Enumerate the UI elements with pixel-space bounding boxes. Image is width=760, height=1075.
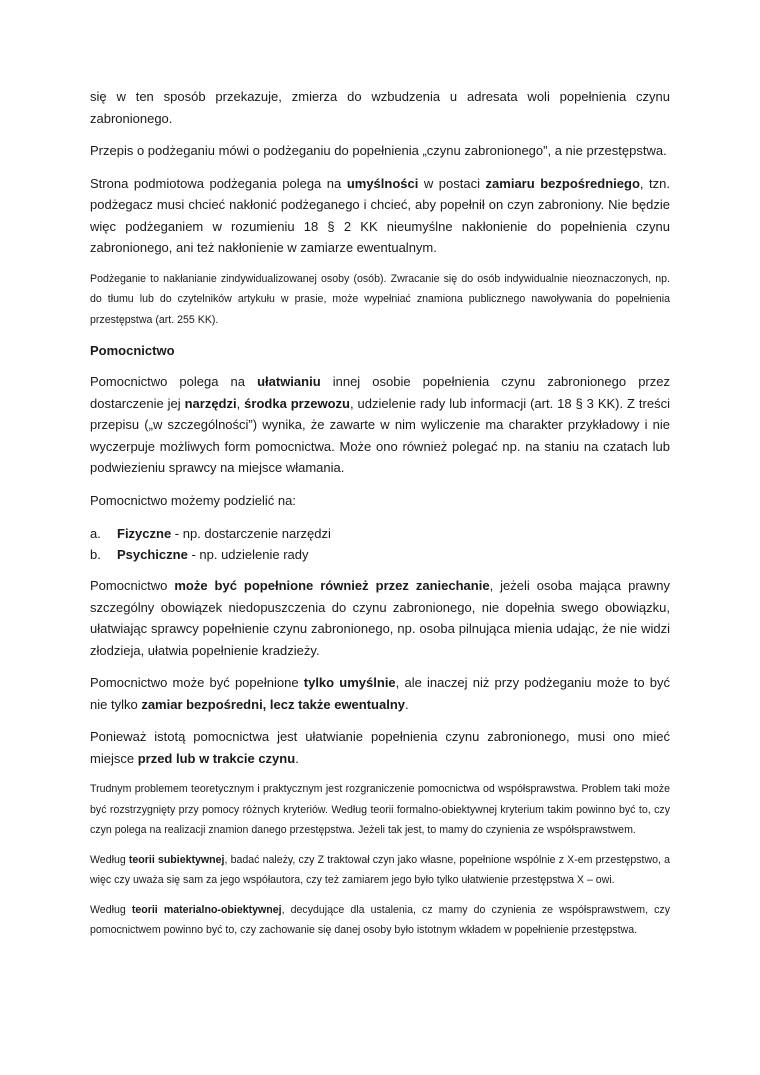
pomocnictwo-types-list [90, 523, 670, 565]
list-item: a. Fizyczne - np. dostarczenie narzędzi [90, 526, 331, 541]
note-teoria-materialno-obiektywna: Według teorii materialno-obiektywnej, decydujące dla ustalenia, cz mamy do czynienia ze współsprawstwem, czy pomocnictwem powinno być to, czy zachowanie się danej osoby było istotnym wkładem w popełnienie przestępstwa. [90, 903, 671, 936]
paragraph-pomocnictwo-definition: Pomocnictwo polega na ułatwianiu innej osobie popełnienia czynu zabronionego przez dostarczenie jej narzędzi, środka przewozu, udzielenie rady lub informacji (art. 18 § 3 KK). Z treści przepisu („w szczególności”) wynika, że zawarte w nim wyliczenie ma charakter przykładowy i nie wyczerpuje możliwych form pomocnictwa. Może ono również polegać np. na staniu na czatach lub podwiezieniu sprawcy na miejsce włamania. [90, 374, 670, 475]
paragraph-podzeganie-subjective: Strona podmiotowa podżegania polega na umyślności w postaci zamiaru bezpośredniego, tzn. podżegacz musi chcieć nakłonić podżeganego i chcieć, aby popełnił on czyn zabroniony. Nie będzie więc podżeganiem w rozumieniu 18 § 2 KK nieumyślne nakłonienie do popełnienia czynu zabronionego, ani też nakłonienie w zamiarze ewentualnym. [90, 175, 671, 255]
note-podzeganie-individual: Podżeganie to nakłanianie zindywidualizowanej osoby (osób). Zwracanie się do osób indywidualnie nieoznaczonych, np. do tłumu lub do czytelników artykułu w prasie, może wypełniać znamiona publicznego nawoływania do popełnienia przestępstwa (art. 255 KK). [90, 272, 670, 326]
paragraph-pomocnictwo-omission: Pomocnictwo może być popełnione również przez zaniechanie, jeżeli osoba mająca prawny szczególny obowiązek niedopuszczenia do czynu zabronionego, nie dopełnia swego obowiązku, ułatwiając sprawcy popełnienie czynu zabronionego, np. osoba pilnująca mienia udając, że nie widzi złodzieja, ułatwia popełnienie kradzieży. [90, 578, 671, 658]
paragraph-pomocnictwo-timing: Ponieważ istotą pomocnictwa jest ułatwianie popełnienia czynu zabronionego, musi ono mieć miejsce przed lub w trakcie czynu. [90, 729, 670, 766]
paragraph-pomocnictwo-intent: Pomocnictwo może być popełnione tylko umyślnie, ale inaczej niż przy podżeganiu może to być nie tylko zamiar bezpośredni, lecz także ewentualny. [90, 675, 670, 712]
document-page [90, 86, 670, 941]
list-item: b. Psychiczne - np. udzielenie rady [90, 547, 309, 562]
section-heading-pomocnictwo: Pomocnictwo [90, 343, 175, 358]
paragraph-intro-continuation: się w ten sposób przekazuje, zmierza do wzbudzenia u adresata woli popełnienia czynu zabronionego. [90, 89, 670, 126]
paragraph-podzeganie-scope: Przepis o podżeganiu mówi o podżeganiu do popełnienia „czynu zabronionego”, a nie przestępstwa. [90, 143, 667, 158]
note-teoria-subiektywna: Według teorii subiektywnej, badać należy, czy Z traktował czyn jako własne, popełnione wspólnie z X-em przestępstwo, a więc czy uważa się sam za jego współautora, czy też zamiarem jego było tylko ułatwienie przestępstwa X – owi. [90, 853, 671, 886]
note-pomocnictwo-vs-wspolsprawstwo: Trudnym problemem teoretycznym i praktycznym jest rozgraniczenie pomocnictwa od współsprawstwa. Problem taki może być rozstrzygnięty przy pomocy różnych kryteriów. Według teorii formalno-obiektywnej kryterium takim powinno być to, czy czyn polega na realizacji znamion danego przestępstwa. Jeżeli tak jest, to mamy do czynienia ze współsprawstwem. [90, 783, 670, 836]
paragraph-pomocnictwo-division: Pomocnictwo możemy podzielić na: [90, 492, 296, 508]
